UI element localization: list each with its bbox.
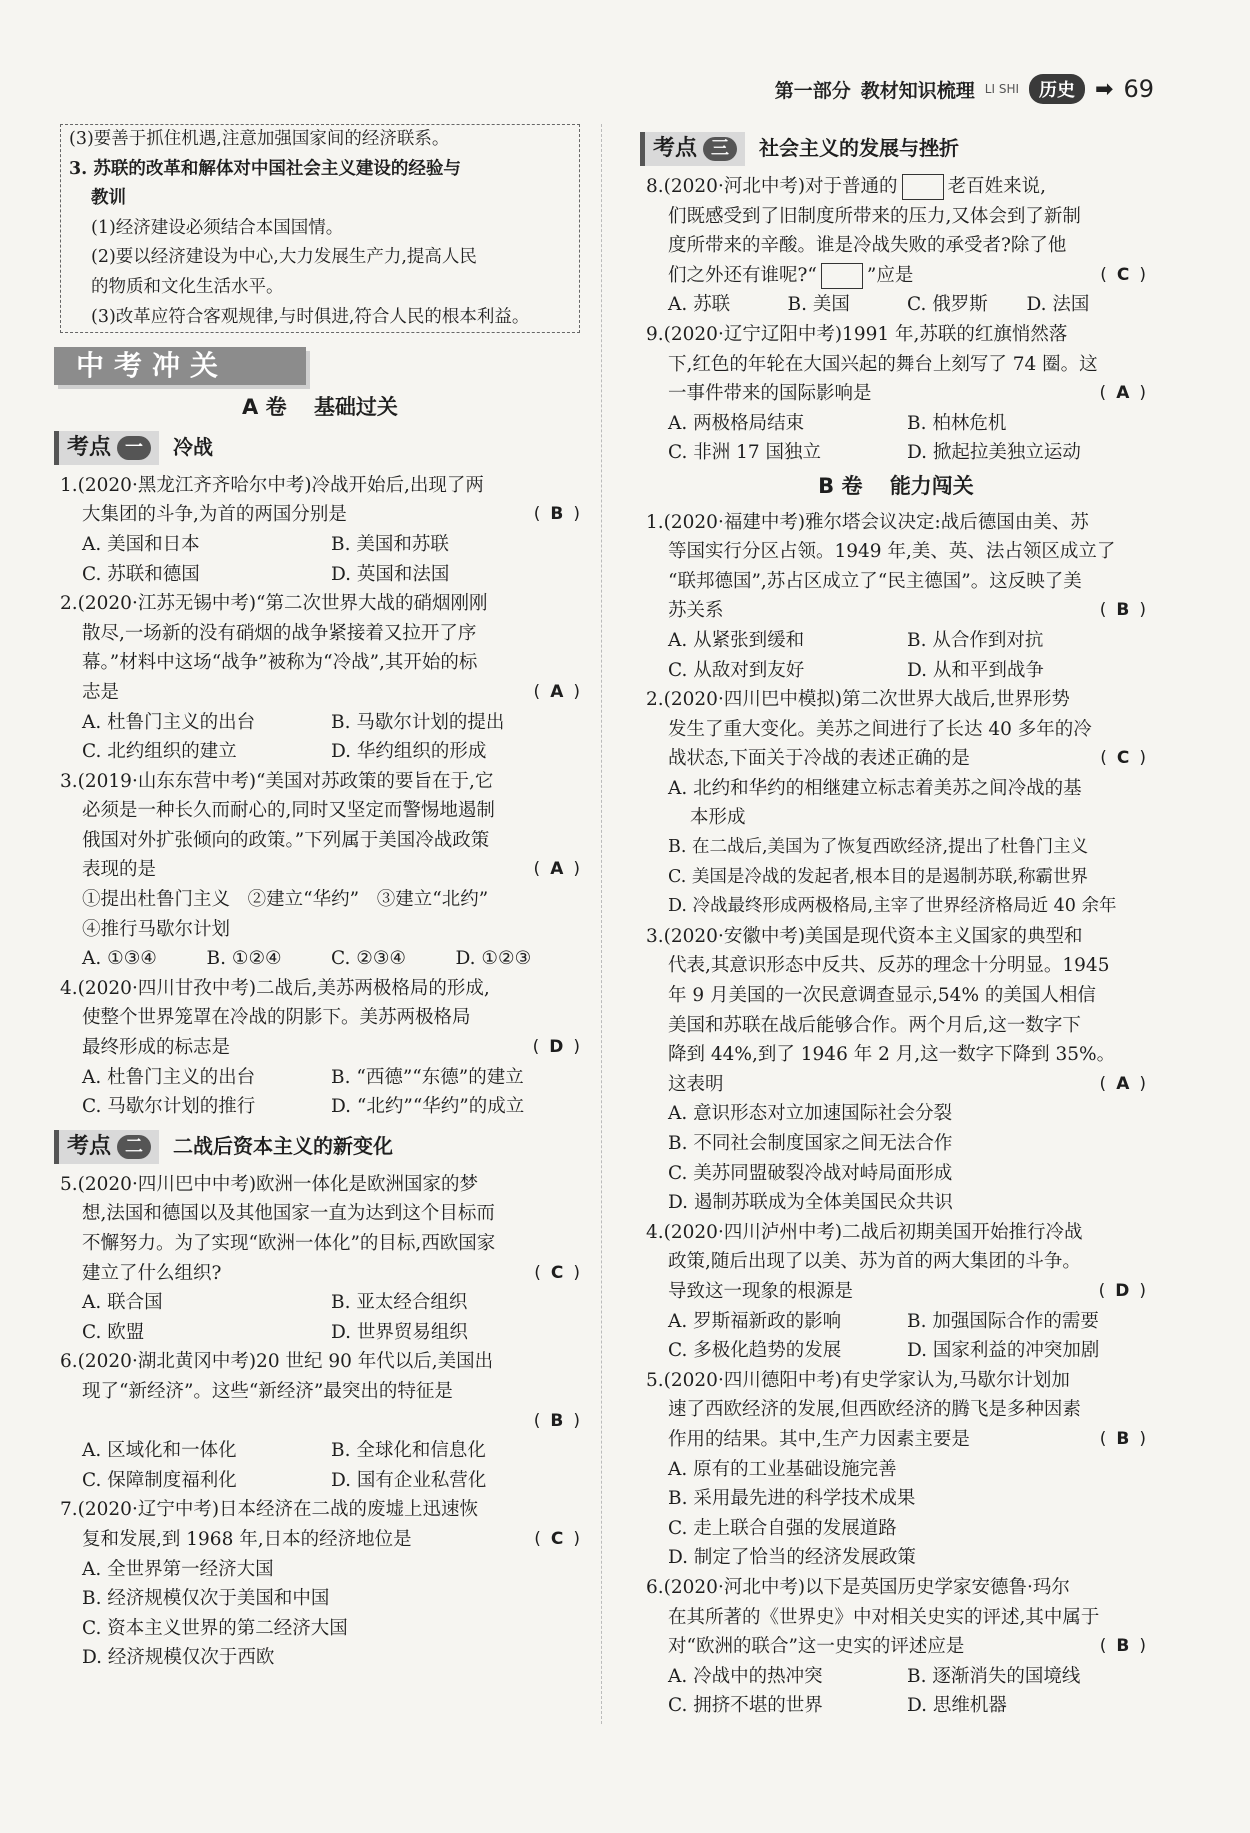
option-row [60,708,580,738]
answer-box: ( A ) [533,681,580,702]
option-row [60,737,580,767]
question-line: 1.(2020·福建中考)雅尔塔会议决定:战后德国由美、苏 [646,511,1089,533]
answer-letter: B [550,504,564,525]
option: D. 国家利益的冲突加剧 [907,1340,1100,1362]
option: B. 不同社会制度国家之间无法合作 [668,1133,953,1154]
option: B. 经济规模仅次于美国和中国 [82,1588,330,1610]
option: A. 全世界第一经济大国 [82,1558,274,1580]
question-7 [60,1495,580,1673]
option-row [60,530,580,560]
topic-number: 一 [117,436,151,460]
question-b1 [646,508,1146,686]
fill-blank [821,263,863,289]
summary-line: 教训 [91,188,126,209]
answer-letter: C [1116,264,1130,285]
topic-title: 冷战 [173,434,214,459]
statement-row [60,885,580,915]
volume-title: 基础过关 [313,395,398,420]
option: B. 亚太经合组织 [331,1292,468,1314]
option: D. “北约”“华约”的成立 [331,1096,525,1118]
question-line: “联邦德国”,苏占区成立了“民主德国”。这反映了美 [668,570,1082,592]
option: B. 从合作到对抗 [907,629,1044,651]
option: C. 非洲 17 国独立 [668,442,822,464]
question-line: 3.(2020·安徽中考)美国是现代资本主义国家的典型和 [646,925,1083,947]
option: D. 法国 [1026,294,1090,316]
option-row [646,1662,1146,1692]
question-line [646,379,1146,409]
option-row [60,1318,580,1348]
question-line: 降到 44%,到了 1946 年 2 月,这一数字下降到 35%。 [668,1044,1116,1066]
option-row [60,1092,580,1122]
question-text: 对“欧洲的联合”这一史实的评述应是 [668,1636,965,1658]
answer-box: ( A ) [1099,1073,1146,1094]
question-text: 这表明 [668,1073,724,1095]
answer-box: ( C ) [534,1528,580,1549]
question-line [646,1425,1146,1455]
option: D. 从和平到战争 [907,659,1044,681]
option: B. 采用最先进的科学技术成果 [668,1488,916,1510]
option: A. 联合国 [82,1292,163,1314]
question-line: 政策,随后出现了以美、苏为首的两大集团的斗争。 [668,1251,1081,1273]
answer-box: ( C ) [1100,748,1146,769]
summary-line: (1)经济建设必须结合本国国情。 [91,217,344,238]
option: A. 苏联 [668,294,731,316]
topic-heading-3 [640,130,1146,168]
page-header [775,72,1154,106]
question-line: 5.(2020·四川德阳中考)有史学家认为,马歇尔计划加 [646,1369,1070,1391]
option: C. 从敌对到友好 [668,659,805,681]
option-row [60,944,580,974]
option-row [646,1336,1146,1366]
option: B. ①②④ [206,948,282,970]
option: D. 华约组织的形成 [331,741,487,763]
question-line [646,744,1146,774]
topic-title: 社会主义的发展与挫折 [759,136,960,161]
answer-box: ( B ) [533,504,580,525]
topic-number: 三 [703,137,737,161]
question-text: 导致这一现象的根源是 [668,1280,854,1302]
option: A. 杜鲁门主义的出台 [82,711,256,733]
option: A. ①③④ [82,948,157,970]
option: A. 区域化和一体化 [82,1440,237,1462]
option: C. 苏联和德国 [82,563,200,585]
option: D. 掀起拉美独立运动 [907,442,1081,464]
question-line: 使整个世界笼罩在冷战的阴影下。美苏两极格局 [82,1007,471,1029]
question-line: 代表,其意识形态中反共、反苏的理念十分明显。1945 [668,955,1110,977]
question-8 [646,172,1146,320]
question-b2 [646,685,1146,922]
question-b5 [646,1366,1146,1573]
answer-letter: A [1116,1073,1130,1094]
answer-letter: C [1116,748,1130,769]
option: D. 思维机器 [907,1695,1007,1717]
option: A. 美国和日本 [82,533,200,555]
topic-title: 二战后资本主义的新变化 [173,1134,394,1159]
left-column [60,124,580,1673]
question-line [646,172,1146,202]
volume-label: B 卷 [818,473,863,498]
volume-a-heading [60,393,580,423]
answer-letter: B [1116,1428,1130,1449]
question-b6 [646,1573,1146,1721]
question-line: 美国和苏联在战后能够合作。两个月后,这一数字下 [668,1014,1081,1036]
answer-letter: A [1116,383,1130,404]
topic-tag [54,431,159,465]
statement-row: ④推行马歇尔计划 [82,918,231,940]
option: B. 加强国际合作的需要 [907,1310,1099,1332]
answer-box: ( B ) [1099,600,1146,621]
question-line: 们既感受到了旧制度所带来的压力,又体会到了新制 [668,205,1081,227]
question-line: 3.(2019·山东东营中考)“美国对苏政策的要旨在于,它 [60,770,494,792]
question-line [646,261,1146,291]
summary-line: 3. 苏联的改革和解体对中国社会主义建设的经验与 [69,158,461,179]
header-part: 第一部分 [774,79,851,102]
summary-line: 的物质和文化生活水平。 [91,276,284,297]
question-text: 建立了什么组织? [82,1262,222,1284]
option-row [646,656,1146,686]
header-pinyin: LI SHI [984,82,1020,96]
right-column [646,124,1146,1721]
question-line: 发生了重大变化。美苏之间进行了长达 40 多年的冷 [668,718,1092,740]
question-line [646,1070,1146,1100]
answer-box: ( D ) [532,1037,580,1058]
option: B. 在二战后,美国为了恢复西欧经济,提出了杜鲁门主义 [668,837,1089,858]
topic-tag-label: 考点 [67,434,112,460]
option-row [60,1436,580,1466]
question-line: 度所带来的辛酸。谁是冷战失败的承受者?除了他 [668,235,1067,257]
question-line [646,596,1146,626]
answer-letter: C [550,1262,564,1283]
question-line [646,1277,1146,1307]
topic-heading-2 [54,1128,580,1166]
volume-title: 能力闯关 [889,473,974,498]
question-line: 幕。”材料中这场“战争”被称为“冷战”,其开始的标 [82,652,478,674]
question-text: 老百姓来说, [947,176,1046,197]
question-line: 散尽,一场新的没有硝烟的战争紧接着又拉开了序 [82,622,477,644]
option: C. 北约组织的建立 [82,741,237,763]
option: B. 马歇尔计划的提出 [331,711,505,733]
topic-tag [640,132,745,166]
question-line [60,1033,580,1063]
arrow-right-icon: ➡ [1095,76,1114,102]
question-text: 表现的是 [82,859,157,881]
option-row [646,626,1146,656]
option: C. 美苏同盟破裂冷战对峙局面形成 [668,1162,953,1184]
option: A. 原有的工业基础设施完善 [668,1458,897,1480]
answer-box: ( B ) [533,1410,580,1431]
option: C. 保障制度福利化 [82,1469,237,1491]
question-4 [60,974,580,1122]
question-line: 4.(2020·四川泸州中考)二战后初期美国开始推行冷战 [646,1221,1083,1243]
topic-tag [54,1130,159,1164]
question-5 [60,1170,580,1348]
question-line: 下,红色的年轮在大国兴起的舞台上刻写了 74 圈。这 [668,353,1098,375]
question-line [60,1259,580,1289]
question-text: 一事件带来的国际影响是 [668,383,872,405]
option-row [646,1307,1146,1337]
option: A. 两极格局结束 [668,412,805,434]
answer-letter: B [1116,600,1130,621]
question-line: 现了“新经济”。这些“新经济”最突出的特征是 [82,1380,453,1402]
option-row [60,560,580,590]
option: D. 世界贸易组织 [331,1321,468,1343]
option: B. 逐渐消失的国境线 [907,1665,1081,1687]
question-line: 想,法国和德国以及其他国家一直为达到这个目标而 [82,1203,495,1225]
question-text: 们之外还有谁呢?“ [668,264,817,286]
option: B. “西德”“东德”的建立 [331,1066,524,1088]
answer-letter: A [550,859,564,880]
summary-line: (3)改革应符合客观规律,与时俱进,符合人民的根本利益。 [91,306,530,327]
statement: ①提出杜鲁门主义 [82,889,231,911]
answer-box: ( C ) [534,1262,580,1283]
answer-box: ( B ) [1099,1636,1146,1657]
volume-label: A 卷 [242,395,287,420]
answer-letter: B [550,1410,564,1431]
question-line [60,1525,580,1555]
question-text: 复和发展,到 1968 年,日本的经济地位是 [82,1528,412,1550]
page-number: 69 [1123,75,1154,103]
option: C. 马歇尔计划的推行 [82,1096,256,1118]
question-line: 年 9 月美国的一次民意调查显示,54% 的美国人相信 [668,985,1096,1007]
question-line: 在其所著的《世界史》中对相关史实的评述,其中属于 [668,1606,1100,1628]
topic-tag-label: 考点 [67,1134,112,1160]
question-1 [60,471,580,589]
option: C. 走上联合自强的发展道路 [668,1517,897,1539]
option: D. ①②③ [455,948,532,970]
option: D. 制定了恰当的经济发展政策 [668,1547,916,1569]
question-line: 2.(2020·四川巴中模拟)第二次世界大战后,世界形势 [646,689,1070,711]
question-line [646,1632,1146,1662]
summary-line: (3)要善于抓住机遇,注意加强国家间的经济联系。 [69,129,450,149]
option: D. 国有企业私营化 [331,1469,487,1491]
header-subject: 历史 [1029,74,1085,104]
question-line: 不懈努力。为了实现“欧洲一体化”的目标,西欧国家 [82,1233,496,1254]
question-line: 必须是一种长久而耐心的,同时又坚定而警惕地遏制 [82,800,495,822]
fill-blank [902,174,944,200]
option: A. 冷战中的热冲突 [668,1665,823,1687]
question-text: ”应是 [866,264,914,286]
option: D. 经济规模仅次于西欧 [82,1647,275,1669]
question-text: 苏关系 [668,600,724,622]
question-text: 8.(2020·河北中考)对于普通的 [646,176,898,197]
option: C. 资本主义世界的第二经济大国 [82,1617,348,1639]
answer-letter: C [550,1528,564,1549]
question-text: 最终形成的标志是 [82,1037,231,1059]
question-line: 速了西欧经济的发展,但西欧经济的腾飞是多种因素 [668,1399,1081,1421]
question-text: 志是 [82,681,120,703]
question-line: 俄国对外扩张倾向的政策。”下列属于美国冷战政策 [82,829,490,851]
answer-box: ( A ) [1099,383,1146,404]
answer-box: ( D ) [1098,1280,1146,1301]
question-line: 5.(2020·四川巴中中考)欧洲一体化是欧洲国家的梦 [60,1173,479,1195]
option: A. 罗斯福新政的影响 [668,1310,842,1332]
question-line [60,500,580,530]
option: C. 俄罗斯 [907,294,988,316]
section-banner: 中考冲关 [54,347,306,385]
option: C. 美国是冷战的发起者,根本目的是遏制苏联,称霸世界 [668,866,1089,887]
question-line: 1.(2020·黑龙江齐齐哈尔中考)冷战开始后,出现了两 [60,474,484,496]
answer-letter: B [1116,1636,1130,1657]
question-text: 战状态,下面关于冷战的表述正确的是 [668,748,970,770]
question-line: 2.(2020·江苏无锡中考)“第二次世界大战的硝烟刚刚 [60,593,488,615]
option: D. 冷战最终形成两极格局,主宰了世界经济格局近 40 余年 [668,896,1117,917]
option: C. 欧盟 [82,1321,145,1343]
option: B. 美国 [787,294,850,316]
topic-number: 二 [117,1135,151,1159]
option: D. 遏制苏联成为全体美国民众共识 [668,1192,953,1214]
header-section: 教材知识梳理 [860,79,975,102]
answer-box: ( C ) [1100,264,1146,285]
column-divider [601,124,602,1724]
question-6 [60,1347,580,1495]
summary-box [60,124,580,333]
answer-letter: D [1115,1280,1130,1301]
option: B. 柏林危机 [907,412,1007,434]
option-row [646,1691,1146,1721]
question-line: 6.(2020·湖北黄冈中考)20 世纪 90 年代以后,美国出 [60,1351,494,1373]
question-9 [646,320,1146,468]
question-3 [60,767,580,974]
question-line [60,1407,580,1437]
option: 本形成 [690,807,746,829]
question-text: 作用的结果。其中,生产力因素主要是 [668,1428,970,1450]
question-line: 9.(2020·辽宁辽阳中考)1991 年,苏联的红旗悄然落 [646,323,1068,345]
question-line: 7.(2020·辽宁中考)日本经济在二战的废墟上迅速恢 [60,1499,479,1521]
option-row [60,1288,580,1318]
question-line: 6.(2020·河北中考)以下是英国历史学家安德鲁·玛尔 [646,1576,1070,1598]
answer-letter: D [549,1037,564,1058]
option-row [646,290,1146,320]
answer-letter: A [550,681,564,702]
option-row [60,1466,580,1496]
option: C. ②③④ [331,948,407,970]
question-line: 4.(2020·四川甘孜中考)二战后,美苏两极格局的形成, [60,977,490,999]
question-line [60,855,580,885]
option: C. 拥挤不堪的世界 [668,1695,823,1717]
option: A. 意识形态对立加速国际社会分裂 [668,1103,953,1125]
option-row [646,409,1146,439]
question-line: 等国实行分区占领。1949 年,美、英、法占领区成立了 [668,541,1116,563]
option: A. 北约和华约的相继建立标志着美苏之间冷战的基 [668,777,1082,799]
topic-tag-label: 考点 [653,136,698,162]
question-b3 [646,922,1146,1218]
summary-line: (2)要以经济建设为中心,大力发展生产力,提高人民 [91,247,477,268]
answer-box: ( B ) [1099,1428,1146,1449]
question-b4 [646,1218,1146,1366]
volume-b-heading [646,472,1146,502]
option: D. 英国和法国 [331,563,450,585]
question-text: 大集团的斗争,为首的两国分别是 [82,504,347,526]
topic-heading-1 [54,429,580,467]
statement: ③建立“北约” [376,889,489,911]
option: B. 美国和苏联 [331,533,449,555]
option: C. 多极化趋势的发展 [668,1340,842,1362]
question-2 [60,589,580,767]
option-row [60,1063,580,1093]
answer-box: ( A ) [533,859,580,880]
option-row [646,438,1146,468]
option: A. 从紧张到缓和 [668,629,805,651]
question-line [60,678,580,708]
option: A. 杜鲁门主义的出台 [82,1066,256,1088]
option: B. 全球化和信息化 [331,1440,486,1462]
statement: ②建立“华约” [247,889,360,911]
